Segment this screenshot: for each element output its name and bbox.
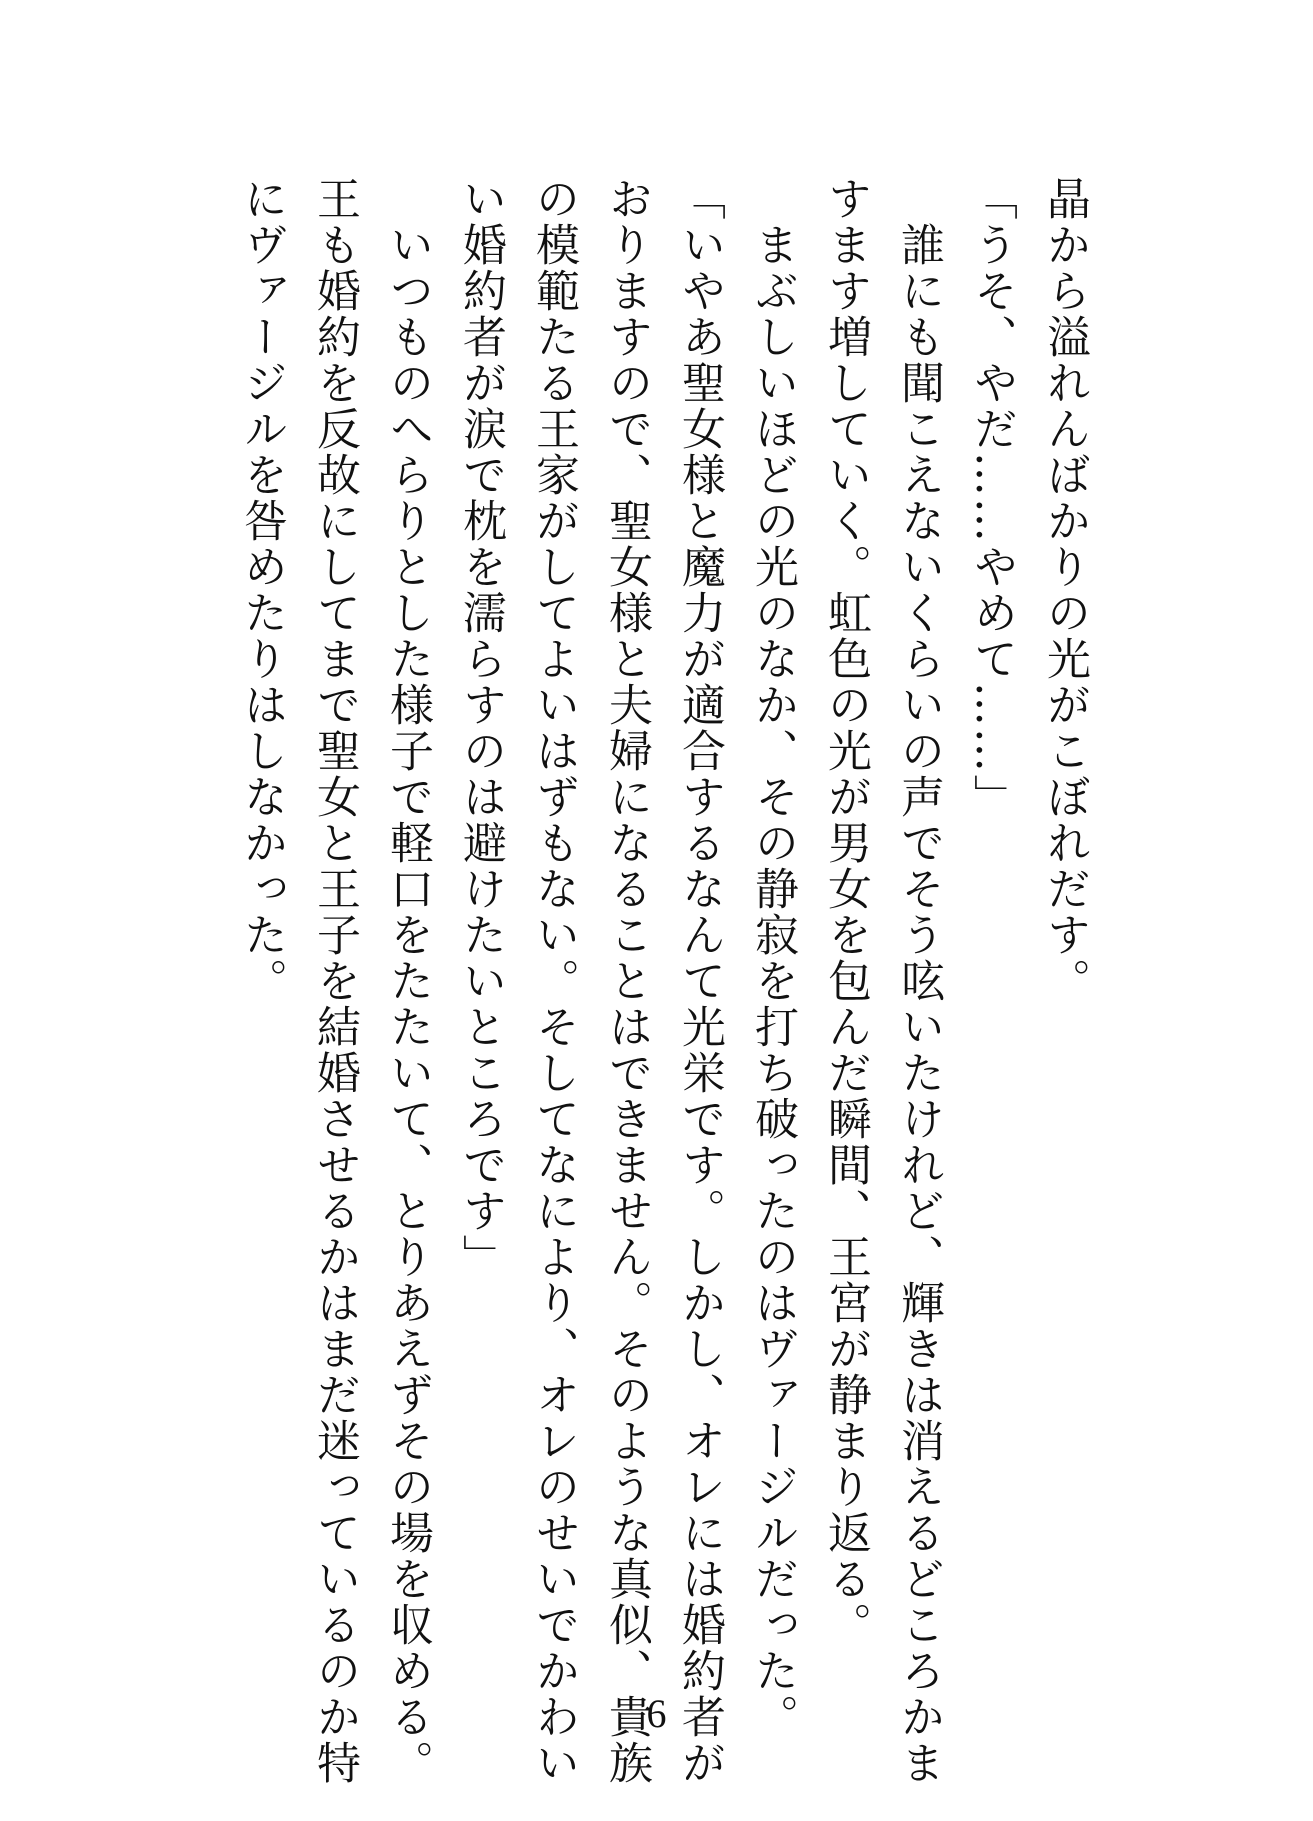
text-line-6: 「いやあ聖女様と魔力が適合するなんて光栄です。しかし、オレには婚約者が — [674, 176, 725, 1786]
vertical-text-body — [225, 176, 1101, 1786]
text-line-12: にヴァージルを咎めたりはしなかった。 — [236, 176, 287, 1004]
text-line-4: すます増していく。虹色の光が男女を包んだ瞬間、王宮が静まり返る。 — [820, 176, 871, 1648]
text-line-1: 晶から溢れんばかりの光がこぼれだす。 — [1039, 176, 1090, 1004]
text-line-11: 王も婚約を反故にしてまで聖女と王子を結婚させるかはまだ迷っているのか特 — [309, 176, 360, 1786]
text-line-7: おりますので、聖女様と夫婦になることはできません。そのような真似、貴族 — [601, 176, 652, 1786]
text-line-10: いつものへらりとした様子で軽口をたたいて、とりあえずその場を収める。 — [382, 176, 433, 1786]
text-line-9: い婚約者が涙で枕を濡らすのは避けたいところです」 — [455, 176, 506, 1280]
text-line-5: まぶしいほどの光のなか、その静寂を打ち破ったのはヴァージルだった。 — [747, 176, 798, 1740]
text-line-8: の模範たる王家がしてよいはずもない。そしてなにより、オレのせいでかわい — [528, 176, 579, 1786]
text-line-2: 「うそ、やだ……やめて……」 — [966, 176, 1017, 820]
page-number: 6 — [646, 1691, 667, 1736]
text-line-3: 誰にも聞こえないくらいの声でそう呟いたけれど、輝きは消えるどころかま — [893, 176, 944, 1786]
